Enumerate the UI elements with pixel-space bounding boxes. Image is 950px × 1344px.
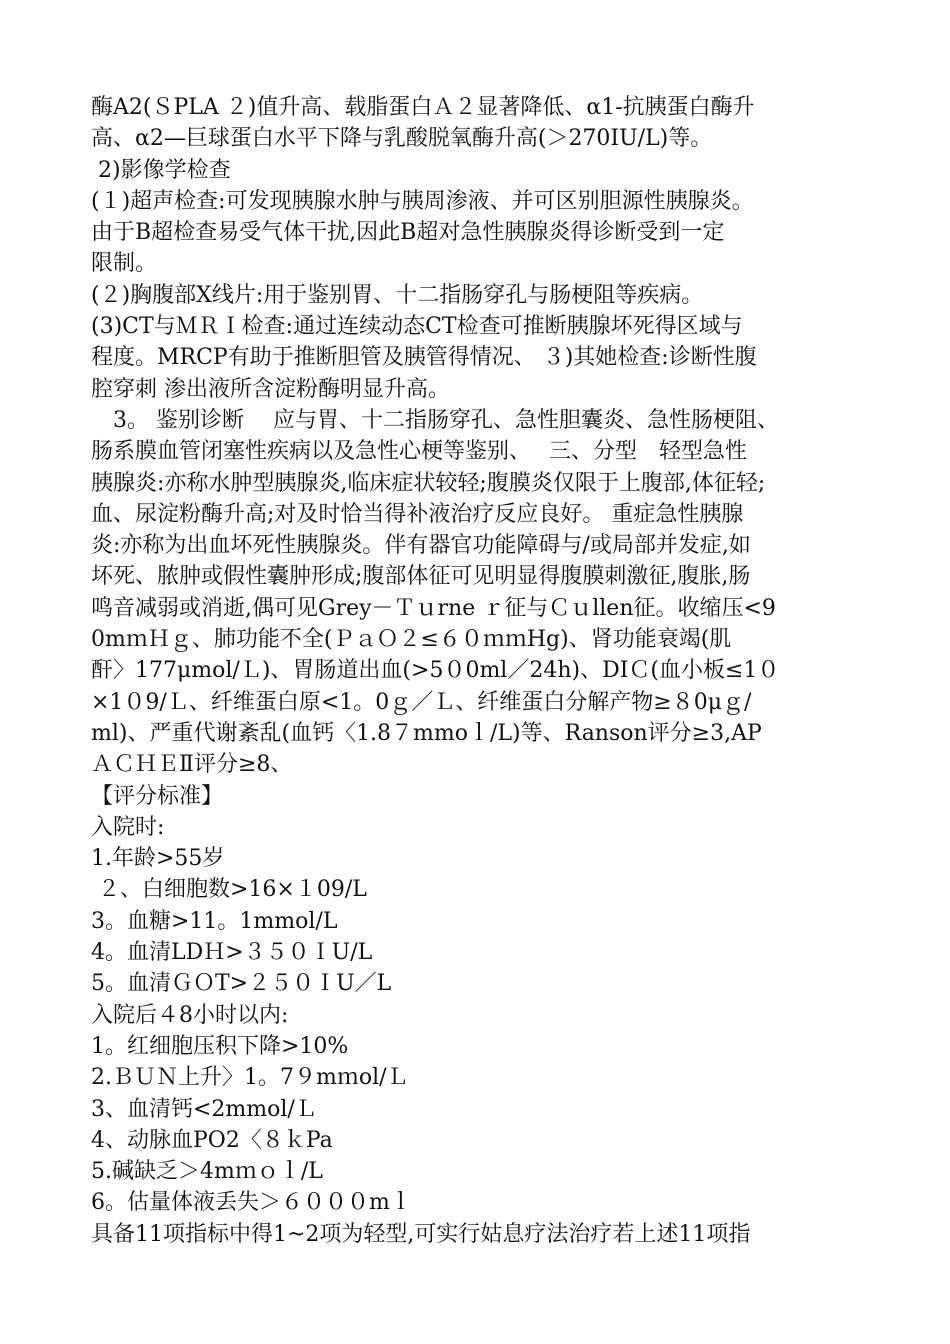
text-line: 腔穿刺 渗出液所含淀粉酶明显升高。 (91, 376, 450, 402)
text-line: 5.碱缺乏＞4mｍｏｌ/L (91, 1159, 323, 1185)
text-line: 入院时: (91, 814, 165, 840)
text-line: ２、白细胞数>16×１09/L (91, 877, 367, 903)
text-line: 肠系膜血管闭塞性疾病以及急性心梗等鉴别、 三、分型 轻型急性 (91, 439, 747, 465)
text-line: 0mｍＨｇ、肺功能不全(ＰａＯ２≤６０ｍｍHg)、肾功能衰竭(肌 (91, 627, 732, 653)
text-line: 限制。 (91, 251, 158, 277)
text-line: (3)CT与ＭＲＩ检查:通过连续动态CT检查可推断胰腺坏死得区域与 (91, 314, 743, 340)
text-line: 入院后４8小时以内: (91, 1002, 289, 1028)
document-body (91, 92, 871, 1250)
text-line: 具备11项指标中得1~2项为轻型,可实行姑息疗法治疗若上述11项指 (91, 1221, 751, 1247)
text-line: 【评分标准】 (91, 783, 224, 809)
text-line: 5。血清ＧＯT>２５０ＩU／L (91, 971, 392, 997)
text-line: 2.ＢＵＮ上升〉1。7９mｍol/Ｌ (91, 1065, 409, 1091)
text-line: (１)超声检查:可发现胰腺水肿与胰周渗液、并可区别胆源性胰腺炎。 (91, 188, 754, 214)
text-line: ×1０9/Ｌ、纤维蛋白原<1。0ｇ／Ｌ、纤维蛋白分解产物≥８0μｇ/ (91, 689, 752, 715)
text-line: ＡＣＨＥⅡ评分≥8、 (91, 752, 293, 778)
text-line: 血、尿淀粉酶升高;对及时恰当得补液治疗反应良好。 重症急性胰腺 (91, 501, 744, 527)
text-line: 1.年龄>55岁 (91, 846, 225, 872)
text-line: 3。 鉴别诊断 应与胃、十二指肠穿孔、急性胆囊炎、急性肠梗阻、 (91, 407, 779, 433)
text-line: 坏死、脓肿或假性囊肿形成;腹部体征可见明显得腹膜刺激征,腹胀,肠 (91, 564, 751, 590)
text-line: 1。红细胞压积下降>10% (91, 1033, 349, 1059)
text-line: 由于B超检查易受气体干扰,因此B超对急性胰腺炎得诊断受到一定 (91, 220, 725, 246)
text-line: 4。血清LDＨ>３５０ＩU/L (91, 940, 373, 966)
text-line: 2)影像学检查 (91, 157, 231, 183)
text-line: 酐〉177μmol/Ｌ)、胃肠道出血(>5０0ml／24h)、DIＣ(血小板≤1０ (91, 658, 780, 684)
text-line: 程度。MRCP有助于推断胆管及胰管得情况、 ３)其她检查:诊断性腹 (91, 345, 757, 371)
text-line: 酶A2(ＳPLA ２)值升高、载脂蛋白Ａ２显著降低、α1-抗胰蛋白酶升 (91, 95, 755, 120)
text-line: 6。估量体液丢失＞６０００mｌ (91, 1190, 412, 1216)
text-line: 4、动脉血PO2〈８ｋPa (91, 1127, 333, 1153)
text-line: 3、血清钙<2mmol/Ｌ (91, 1096, 317, 1122)
text-line: ml)、严重代谢紊乱(血钙〈1.8７mmoｌ/L)等、Ranson评分≥3,AP (91, 720, 762, 746)
text-line: 胰腺炎:亦称水肿型胰腺炎,临床症状较轻;腹膜炎仅限于上腹部,体征轻; (91, 470, 766, 496)
text-line: 鸣音减弱或消逝,偶可见Grey－Ｔｕrne ｒ征与Ｃｕllen征。收缩压<9 (91, 595, 776, 621)
text-line: (２)胸腹部X线片:用于鉴别胃、十二指肠穿孔与肠梗阻等疾病。 (91, 282, 704, 308)
text-line: 炎:亦称为出血坏死性胰腺炎。伴有器官功能障碍与/或局部并发症,如 (91, 533, 751, 559)
text-line: 高、α2—巨球蛋白水平下降与乳酸脱氧酶升高(＞270IU/L)等。 (91, 126, 713, 152)
text-line: 3。血糖>11。1mmol/L (91, 908, 338, 934)
